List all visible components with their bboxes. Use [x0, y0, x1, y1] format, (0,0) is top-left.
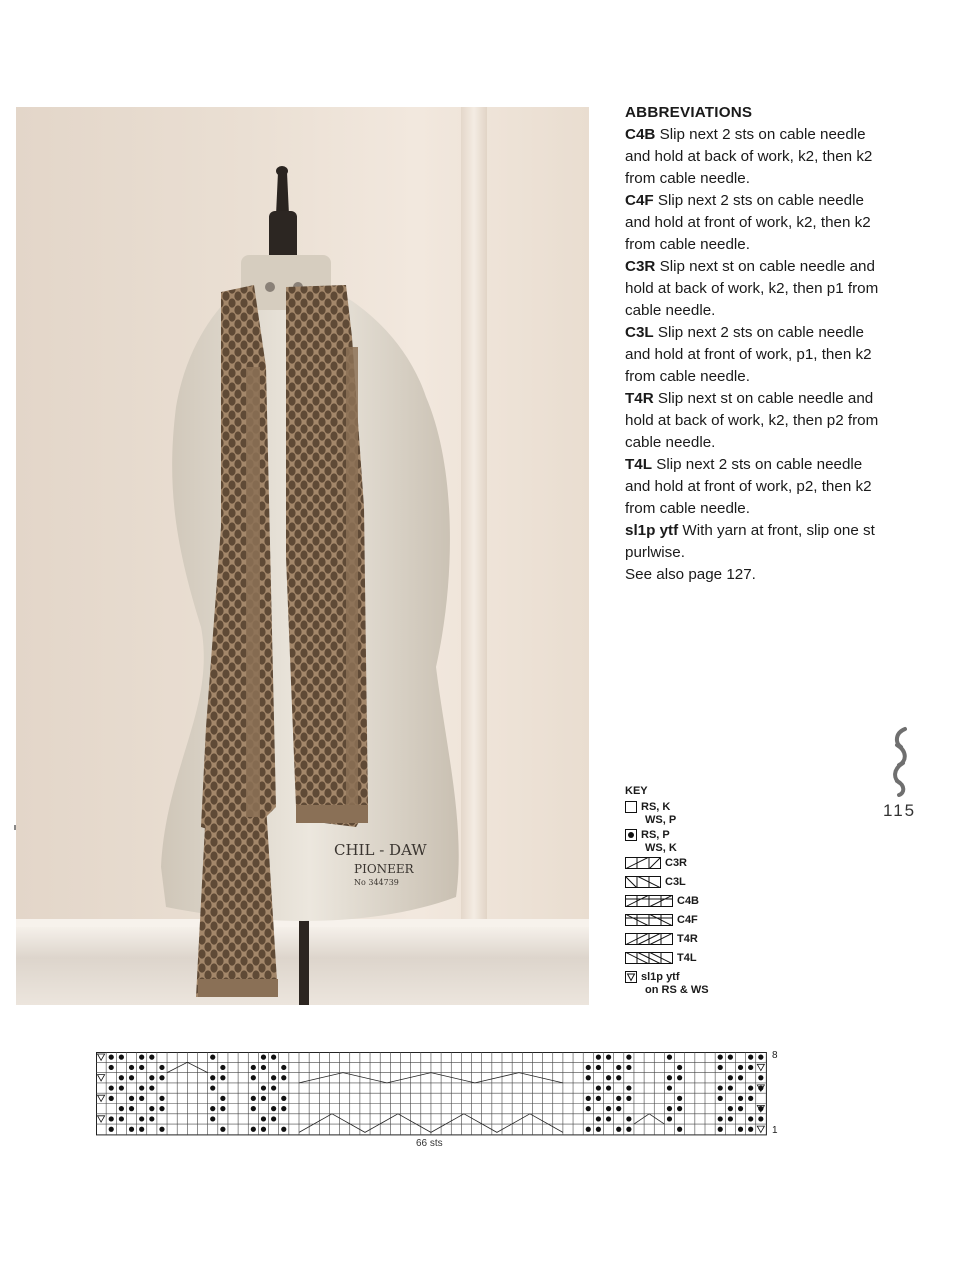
chart-key [625, 785, 765, 999]
chart-stitch-count: 66 sts [416, 1138, 443, 1149]
chart-row-label-bottom: 1 [772, 1125, 778, 1136]
key-label-2b: WS, K [645, 842, 677, 854]
c4f-symbol-icon [625, 914, 673, 926]
abbr-code: sl1p ytf [625, 522, 679, 539]
abbr-t4l [625, 454, 887, 520]
abbr-code: T4L [625, 456, 653, 473]
t4r-symbol-icon [625, 933, 673, 945]
key-item-t4r [625, 933, 765, 952]
key-label-c3l: C3L [665, 876, 686, 888]
dot-square-icon [625, 829, 637, 841]
abbr-t4r [625, 388, 887, 454]
stitch-chart [96, 1052, 768, 1136]
abbreviations-section [625, 102, 887, 586]
see-also: See also page 127. [625, 566, 756, 583]
key-item-t4l [625, 952, 765, 971]
abbr-text: Slip next 2 sts on cable needle and hold at back of work, k2, then k2 from cable needle. [625, 126, 873, 187]
abbr-c4b [625, 124, 887, 190]
key-label-c3r: C3R [665, 857, 688, 869]
key-item-purl [625, 829, 765, 857]
scarf-photo [16, 107, 589, 1005]
key-item-slip [625, 971, 765, 999]
key-item-c3l [625, 876, 765, 895]
key-label-c4f: C4F [677, 914, 698, 926]
key-label-slip-a: sl1p ytf [641, 971, 680, 983]
finial [276, 172, 289, 215]
key-item-c3r [625, 857, 765, 876]
edge-mark [14, 825, 16, 830]
abbr-code: C4B [625, 126, 656, 143]
chain-icon [887, 725, 913, 797]
key-label-c4b: C4B [677, 895, 700, 907]
abbr-c3l [625, 322, 887, 388]
abbr-code: C3R [625, 258, 656, 275]
key-heading: KEY [625, 785, 648, 797]
key-label-2a: RS, P [641, 829, 670, 841]
dress-form-illustration [16, 107, 589, 1005]
key-label-t4l: T4L [677, 952, 697, 964]
stamp-line-1: CHIL - DAW [334, 841, 427, 859]
abbr-text: Slip next st on cable needle and hold at back of work, k2, then p1 from cable needle. [625, 258, 879, 319]
abbr-text: Slip next st on cable needle and hold at back of work, k2, then p2 from cable needle. [625, 390, 879, 451]
abbr-c4f [625, 190, 887, 256]
abbr-text: Slip next 2 sts on cable needle and hold at front of work, k2, then k2 from cable needle. [625, 192, 871, 253]
abbreviations-heading: ABBREVIATIONS [625, 104, 753, 121]
c4b-symbol-icon [625, 895, 673, 907]
c3r-symbol-icon [625, 857, 661, 869]
chart-row-label-top: 8 [772, 1050, 778, 1061]
key-label-slip-b: on RS & WS [645, 984, 709, 996]
blank-square-icon [625, 801, 637, 813]
abbr-text: Slip next 2 sts on cable needle and hold at front of work, p1, then k2 from cable needle. [625, 324, 872, 385]
stamp-line-3: No 344739 [354, 878, 399, 887]
key-item-knit [625, 801, 765, 829]
abbr-code: C3L [625, 324, 654, 341]
c3l-symbol-icon [625, 876, 661, 888]
key-item-c4f [625, 914, 765, 933]
page-number: 115 [883, 801, 917, 820]
key-item-c4b [625, 895, 765, 914]
stamp-line-2: PIONEER [354, 862, 414, 876]
key-label-1a: RS, K [641, 801, 671, 813]
key-label-t4r: T4R [677, 933, 698, 945]
abbr-text: Slip next 2 sts on cable needle and hold at front of work, p2, then k2 from cable needle. [625, 456, 872, 517]
t4l-symbol-icon [625, 952, 673, 964]
abbr-sl1p [625, 520, 887, 564]
slip-triangle-icon [625, 971, 637, 983]
scarf-tail [196, 805, 278, 997]
abbr-text: With yarn at front, slip one st purlwise. [625, 522, 875, 561]
abbr-code: T4R [625, 390, 654, 407]
key-label-1b: WS, P [645, 814, 677, 826]
abbr-c3r [625, 256, 887, 322]
abbr-code: C4F [625, 192, 654, 209]
